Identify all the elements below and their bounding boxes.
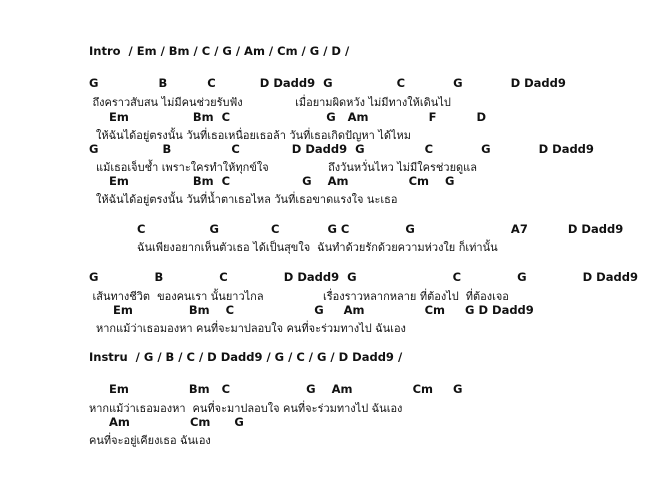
chord-line: Am Cm G bbox=[89, 415, 244, 429]
lyric-line: คนที่จะอยู่เคียงเธอ ฉันเอง bbox=[89, 434, 211, 447]
chorus-chord-line: C G C G C G A7 D Dadd9 bbox=[137, 222, 624, 236]
chorus-lyric-line: ฉันเพียงอยากเห็นตัวเธอ ได้เป็นสุขใจ ฉันทำด้วยรักด้วยความห่วงใย ก็เท่านั้น bbox=[137, 241, 498, 254]
lyric-line: ถึงคราวสับสน ไม่มีคนช่วยรับฟัง เมื่อยามผิดหวัง ไม่มีทางให้เดินไป bbox=[89, 96, 451, 109]
instru-line: Instru / G / B / C / D Dadd9 / G / C / G / D Dadd9 / bbox=[89, 350, 403, 364]
lyric-line: เส้นทางชีวิต ของคนเรา นั้นยาวไกล เรื่องราวหลากหลาย ที่ต้องไป ที่ต้องเจอ bbox=[89, 290, 509, 303]
chord-line: Em Bm C G Am Cm G bbox=[89, 174, 455, 188]
lyric-line: ให้ฉันได้อยู่ตรงนั้น วันที่เธอเหนื่อยเธอล้า วันที่เธอเกิดปัญหา ได้ไหม bbox=[89, 129, 411, 142]
lyric-line: แม้เธอเจ็บช้ำ เพราะใครทำให้ทุกข์ใจ ถึงวันหวั่นไหว ไม่มีใครช่วยดูแล bbox=[89, 161, 477, 174]
chord-line: Em Bm C G Am Cm G bbox=[89, 382, 463, 396]
chord-line: G B C D Dadd9 G C G D Dadd9 bbox=[89, 270, 638, 284]
chord-line: G B C D Dadd9 G C G D Dadd9 bbox=[89, 142, 594, 156]
lyric-line: ให้ฉันได้อยู่ตรงนั้น วันที่น้ำตาเธอไหล วันที่เธอขาดแรงใจ นะเธอ bbox=[89, 193, 398, 206]
lyric-line: หากแม้ว่าเธอมองหา คนที่จะมาปลอบใจ คนที่จะร่วมทางไป ฉันเอง bbox=[89, 322, 406, 335]
chord-line: Em Bm C G Am Cm G D Dadd9 bbox=[89, 303, 534, 317]
chord-line: Em Bm C G Am F D bbox=[89, 110, 487, 124]
intro-line: Intro / Em / Bm / C / G / Am / Cm / G / D / bbox=[89, 44, 350, 58]
chord-line: G B C D Dadd9 G C G D Dadd9 bbox=[89, 76, 566, 90]
lyric-line: หากแม้ว่าเธอมองหา คนที่จะมาปลอบใจ คนที่จะร่วมทางไป ฉันเอง bbox=[89, 402, 403, 415]
